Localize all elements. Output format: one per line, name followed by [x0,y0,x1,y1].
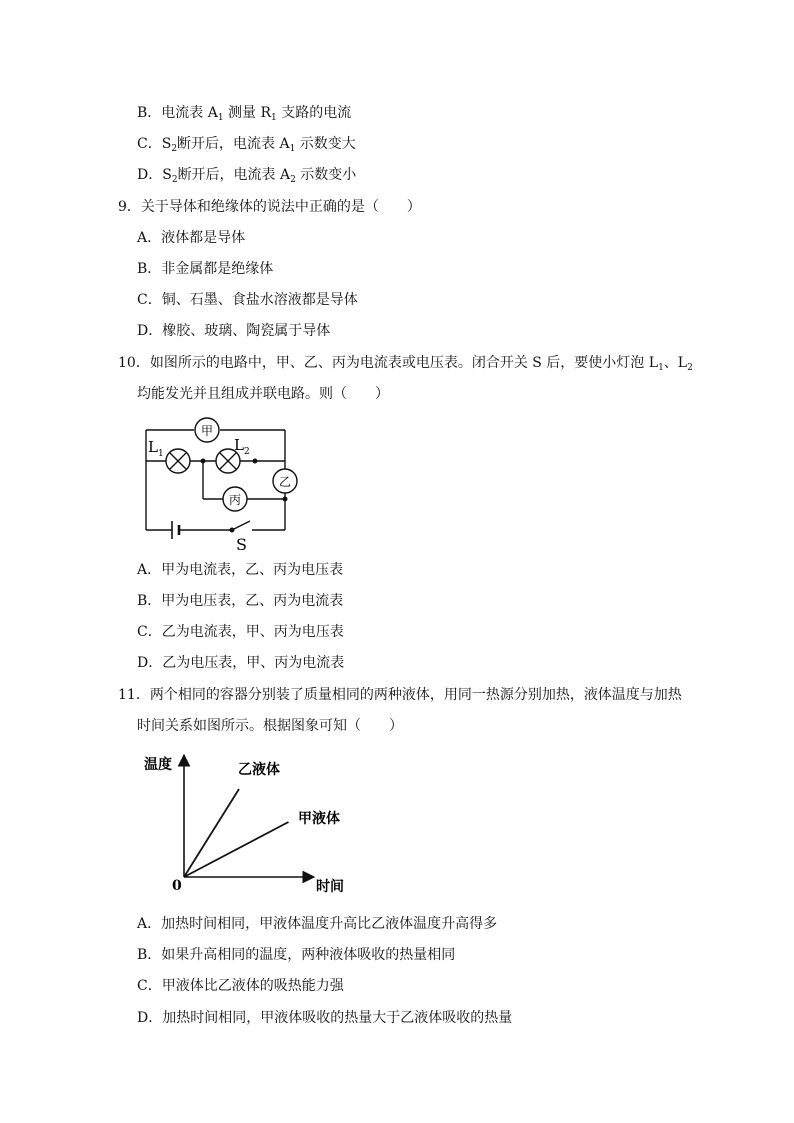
meter-jia-label: 甲 [200,424,214,438]
meter-yi [273,469,297,493]
q10-stem-line1: 10．如图所示的电路中，甲、乙、丙为电流表或电压表。闭合开关 S 后，要使小灯泡 $L_1$、$L_2$ [118,355,693,373]
label-l1-sub: 1 [158,449,164,459]
q9-option-a: A．液体都是导体 [137,230,246,246]
meter-bing-label: 丙 [228,493,242,507]
q8-option-b: B．电流表 $A_1$ 测量 $R_1$ 支路的电流 [137,105,352,123]
q10-option-d: D．乙为电压表，甲、丙为电流表 [137,655,345,671]
label-switch: S [236,535,247,554]
meter-bing [223,487,247,511]
q10-option-b: B．甲为电压表，乙、丙为电流表 [137,593,344,609]
q8-option-c: C．$S_2$断开后，电流表 $A_1$ 示数变大 [137,136,356,154]
q9-stem: 9．关于导体和绝缘体的说法中正确的是（ ） [118,199,421,215]
meter-yi-label: 乙 [278,475,292,489]
q11-option-c: C．甲液体比乙液体的吸热能力强 [137,978,344,994]
q8-option-d: D．$S_2$断开后，电流表 $A_2$ 示数变小 [137,167,357,185]
q9-option-b: B．非金属都是绝缘体 [137,261,274,277]
y-axis-label: 温度 [144,757,172,773]
q10-option-a: A．甲为电流表，乙、丙为电压表 [137,562,344,578]
q10-stem-line2: 均能发光并且组成并联电路。则（ ） [137,386,389,402]
x-axis-label: 时间 [316,879,344,895]
q10-option-c: C．乙为电流表，甲、丙为电压表 [137,624,344,640]
temperature-time-chart [136,745,356,895]
junction-dot [253,459,258,464]
series-label-jia: 甲液体 [298,811,340,827]
origin-label: 0 [172,878,182,894]
q9-option-c: C．铜、石墨、食盐水溶液都是导体 [137,292,358,308]
junction-dot [201,459,206,464]
series-label-yi: 乙液体 [238,762,280,778]
circuit-diagram [132,410,307,555]
series-line-jia [184,822,289,877]
lamp-l1 [166,449,190,473]
label-l2-main: L [234,436,244,454]
q11-option-b: B．如果升高相同的温度，两种液体吸收的热量相同 [137,947,456,963]
label-l1-main: L [148,438,158,456]
q11-stem-line2: 时间关系如图所示。根据图象可知（ ） [137,718,403,734]
meter-jia [195,418,219,442]
label-l2-sub: 2 [244,447,250,457]
series-line-yi [184,789,239,877]
q11-option-a: A．加热时间相同，甲液体温度升高比乙液体温度升高得多 [137,916,498,932]
q11-option-d: D．加热时间相同，甲液体吸收的热量大于乙液体吸收的热量 [137,1010,513,1026]
q11-stem-line1: 11．两个相同的容器分别装了质量相同的两种液体，用同一热源分别加热，液体温度与加热 [118,687,682,703]
junction-dot [283,497,288,502]
switch-pivot [230,528,235,533]
q9-option-d: D．橡胶、玻璃、陶瓷属于导体 [137,323,331,339]
